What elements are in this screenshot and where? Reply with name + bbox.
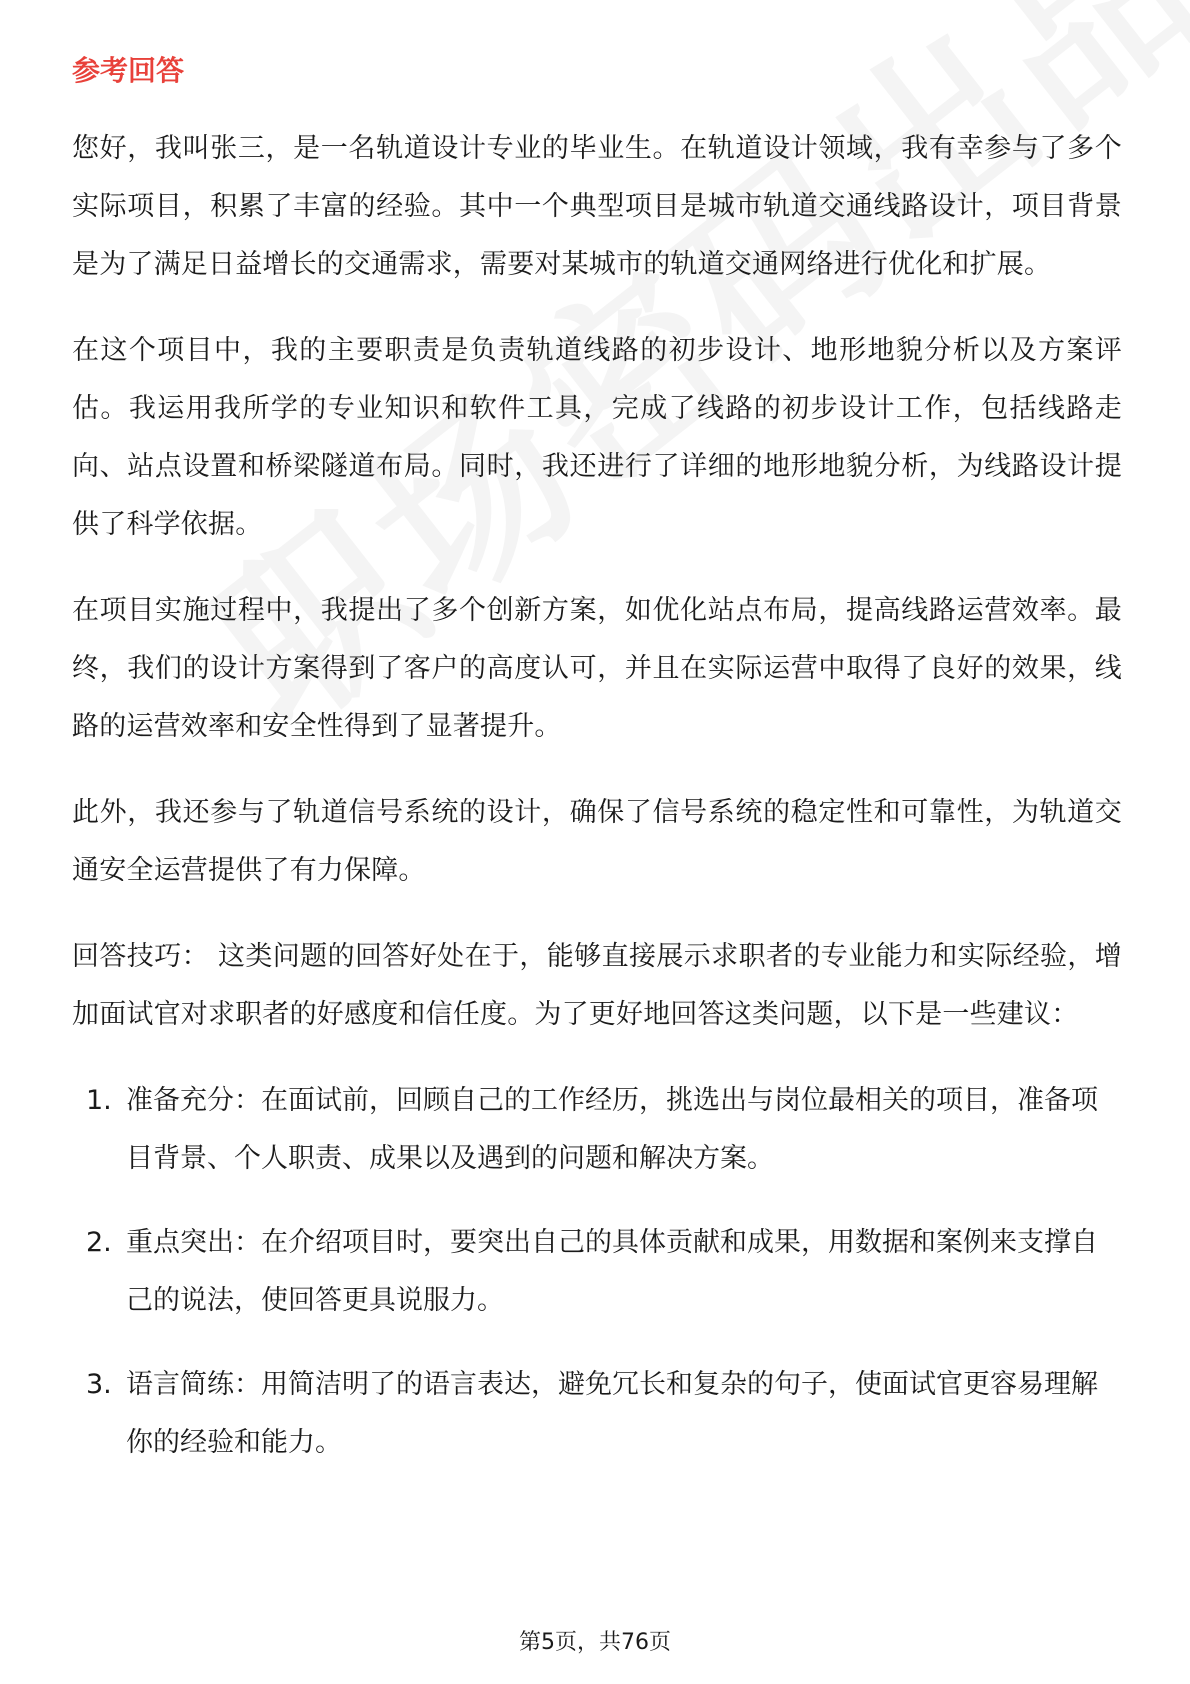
list-item-text: 语言简练：用简洁明了的语言表达，避免冗长和复杂的句子，使面试官更容易理解你的经验和能力。 (126, 1369, 1098, 1458)
list-item (72, 1072, 1122, 1188)
list-item-number: 3. (86, 1369, 112, 1400)
paragraph-signal-system: 此外，我还参与了轨道信号系统的设计，确保了信号系统的稳定性和可靠性，为轨道交通安全运营提供了有力保障。 (72, 797, 1122, 886)
list-item-text: 重点突出：在介绍项目时，要突出自己的具体贡献和成果，用数据和案例来支撑自己的说法，使回答更具说服力。 (126, 1227, 1098, 1316)
list-item-text: 准备充分：在面试前，回顾自己的工作经历，挑选出与岗位最相关的项目，准备项目背景、个人职责、成果以及遇到的问题和解决方案。 (126, 1085, 1098, 1174)
paragraph-answer-tips: 回答技巧： 这类问题的回答好处在于，能够直接展示求职者的专业能力和实际经验，增加面试官对求职者的好感度和信任度。为了更好地回答这类问题，以下是一些建议： (72, 941, 1122, 1030)
section-title: 参考回答 (72, 54, 185, 87)
paragraph-responsibilities: 在这个项目中，我的主要职责是负责轨道线路的初步设计、地形地貌分析以及方案评估。我运用我所学的专业知识和软件工具，完成了线路的初步设计工作，包括线路走向、站点设置和桥梁隧道布局。同时，我还进行了详细的地形地貌分析，为线路设计提供了科学依据。 (72, 335, 1122, 540)
list-item-number: 2. (86, 1227, 112, 1258)
paragraph-intro: 您好，我叫张三，是一名轨道设计专业的毕业生。在轨道设计领域，我有幸参与了多个实际项目，积累了丰富的经验。其中一个典型项目是城市轨道交通线路设计，项目背景是为了满足日益增长的交通需求，需要对某城市的轨道交通网络进行优化和扩展。 (72, 133, 1122, 280)
tips-list (72, 1072, 1122, 1472)
list-item (72, 1356, 1122, 1472)
list-item (72, 1214, 1122, 1330)
document-body (72, 48, 1122, 1498)
page-footer: 第5页，共76页 (519, 1630, 671, 1655)
list-item-number: 1. (86, 1085, 112, 1116)
paragraph-results: 在项目实施过程中，我提出了多个创新方案，如优化站点布局，提高线路运营效率。最终，我们的设计方案得到了客户的高度认可，并且在实际运营中取得了良好的效果，线路的运营效率和安全性得到了显著提升。 (72, 595, 1122, 742)
